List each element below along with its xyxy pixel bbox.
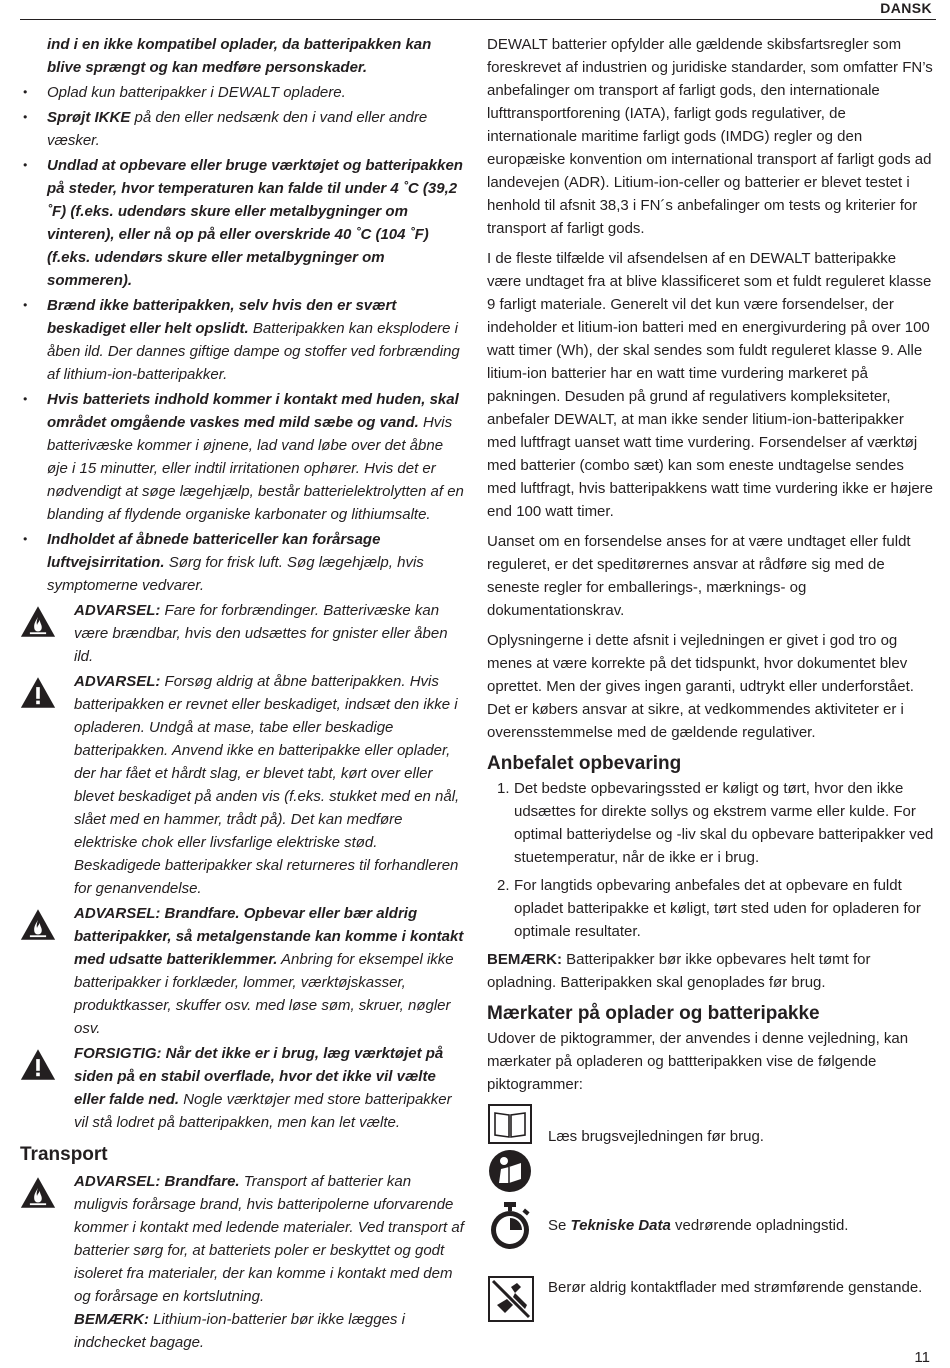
warning-label: FORSIGTIG: Når det ikke er i brug, læg værktøjet på siden på en stabil overflade, hvor det ikke vil vælte eller falde ned. bbox=[74, 1045, 444, 1108]
warning-text: Transport af batterier kan muligvis forårsage brand, hvis batteripolerne uforvarende kommer i kontakt med ledende materialer. Ved transport af batterier sørg for, at batteriets poler er beskyttet og godt isoleret fra materialer, der kan komme i kontakt med dem og forårsage en kortslutning. bbox=[74, 1173, 464, 1305]
bullet-item bbox=[20, 528, 464, 597]
bullet-item bbox=[20, 388, 464, 526]
item-number: 1. bbox=[497, 780, 510, 797]
item-number: 2. bbox=[497, 877, 510, 894]
pictogram-text-post: vedrørende opladningstid. bbox=[670, 1217, 849, 1234]
bullet-dot: • bbox=[23, 532, 28, 546]
pictogram-text: Læs brugsvejledningen før brug. bbox=[548, 1128, 764, 1145]
exclamation-warning-icon bbox=[20, 1048, 56, 1081]
shipping-paragraph: DEWALT batterier opfylder alle gældende skibsfartsregler som foreskrevet af industrien og juridiske standarder, som omfatter FN’s anbefalinger om transport af farligt gods, den internationale lufttransportforening (IATA), farligt gods regulativer, de internationale maritime farligt gods (IMDG) regler og den europæiske konvention om international transport af farligt gods ad landevejen (ADR). Litium-ion-celler og batterier er blevet testet i henhold til afsnit 38,3 i FN´s anbefalinger om tests og kriterier for transport af farligt gods. bbox=[487, 36, 933, 237]
warning-block bbox=[20, 599, 464, 668]
storage-note bbox=[487, 948, 934, 994]
bullet-item bbox=[20, 154, 464, 292]
read-manual-icon bbox=[487, 1103, 533, 1193]
bullet-bold: Indholdet af åbnede battericeller kan forårsage luftvejsirritation. bbox=[47, 531, 381, 571]
bullet-dot: • bbox=[23, 392, 28, 406]
item-text: Det bedste opbevaringssted er køligt og tørt, hvor den ikke udsættes for direkte sollys og ekstrem varme eller kulde. For optimal batteriydelse og -liv skal du opbevare batteripakker ved stuetemperatur, når de ikke er i brug. bbox=[514, 780, 934, 866]
bullet-text: Oplad kun batteripakker i DEWALT opladere. bbox=[47, 84, 346, 101]
warning-block bbox=[20, 670, 464, 900]
bullet-bold: Hvis batteriets indhold kommer i kontakt med huden, skal området omgående vaskes med mild sæbe og vand. bbox=[47, 391, 459, 431]
labels-intro: Udover de piktogrammer, der anvendes i denne vejledning, kan mærkater på opladeren og battteripakken vise de følgende piktogrammer: bbox=[487, 1030, 909, 1093]
storage-item bbox=[487, 777, 934, 869]
note-text: Batteripakker bør ikke opbevares helt tømt for opladning. Batteripakken skal genoplades før brug. bbox=[487, 951, 871, 991]
page-number: 11 bbox=[914, 1349, 930, 1366]
bullet-dot: • bbox=[23, 298, 28, 312]
pictogram-text bbox=[548, 1214, 848, 1237]
fire-warning-icon bbox=[20, 1176, 56, 1209]
exclamation-warning-icon bbox=[20, 676, 56, 709]
shipping-paragraph: Uanset om en forsendelse anses for at være undtaget eller fuldt reguleret, er det speditørernes ansvar at rådføre sig med de seneste regler for emballerings-, mærknings- og dokumentationskrav. bbox=[487, 533, 911, 619]
warning-text: Nogle værktøjer med store batteripakker vil stå lodret på batteripakken, men kan let vælte. bbox=[74, 1091, 452, 1131]
pictogram-row bbox=[487, 1275, 934, 1337]
bullet-dot: • bbox=[23, 85, 28, 99]
bullet-item bbox=[20, 106, 464, 152]
note-text: Lithium-ion-batterier bør ikke lægges i indchecket bagage. bbox=[74, 1311, 405, 1351]
pictogram-text-pre: Se bbox=[548, 1217, 571, 1234]
bullet-item bbox=[20, 81, 464, 104]
warning-block bbox=[20, 1170, 464, 1354]
bullet-text: Sørg for frisk luft. Søg lægehjælp, hvis symptomerne vedvarer. bbox=[47, 554, 424, 594]
storage-item bbox=[487, 874, 934, 943]
warning-text: Forsøg aldrig at åbne batteripakken. Hvis batteripakken er revnet eller beskadiget, indsæt den ikke i opladeren. Undgå at mase, tabe eller beskadige batteripakken. Anvend ikke en batteripakke eller oplader, der har fået et hårdt slag, er blevet tabt, kørt over eller blevet beskadiget på anden vis (f.eks. stukket med en nål, slået med en hammer, trådt på). Det kan medføre elektriske chok eller livsfarlige elektriske stød. Beskadigede batteripakker skal returneres til forhandleren for genanvendelse. bbox=[74, 673, 460, 897]
bullet-bold: Undlad at opbevare eller bruge værktøjet og batteripakken på steder, hvor temperaturen kan falde til under 4 ˚C (39,2 ˚F) (f.eks. udendørs skure eller metalbygninger om vinteren), eller nå op på eller overskride 40 ˚C (104 ˚F) (f.eks. udendørs skure eller metalbygninger om sommeren). bbox=[47, 157, 463, 289]
right-column bbox=[487, 33, 934, 1337]
warning-label: ADVARSEL: bbox=[74, 673, 161, 690]
shipping-paragraph: Oplysningerne i dette afsnit i vejledningen er givet i god tro og menes at være korrekte på det tidspunkt, hvor dokumentet blev oprettet. Men der gives ingen garanti, udtrykt eller underforstået. Det er købers ansvar at sikre, at vedkommendes aktiviteter er i overensstemmelse med de gældende regulativer. bbox=[487, 632, 914, 741]
shipping-paragraph: I de fleste tilfælde vil afsendelsen af en DEWALT batteripakke være undtaget fra at blive klassificeret som et fuldt reguleret klasse 9 farligt materiale. Generelt vil det kun være forsendelser, der indeholder et litium-ion batteri med en energivurdering på over 100 watt timer (Wh), der skal sendes som fuldt reguleret klasse 9. Alle litium-ion batterier har en watt time vurdering markeret på pakningen. Desuden på grund af regulativers kompleksiteter, anbefaler DEWALT, at man ikke sender litium-ion-batteripakker med luftfragt uanset watt time vurdering. Forsendelser af værktøj med batterier (combo sæt) kan som eneste undtagelse sendes med luftfragt, hvis batteripakkens watt time vurdering ikke er højere end 100 watt timer. bbox=[487, 250, 934, 520]
pictogram-row bbox=[487, 1103, 934, 1195]
intro-text: ind i en ikke kompatibel oplader, da batteripakken kan blive sprængt og kan medføre personskader. bbox=[47, 36, 432, 76]
note-label: BEMÆRK: bbox=[487, 951, 562, 968]
bullet-text: Hvis batterivæske kommer i øjnene, lad vand løbe over det åbne øje i 15 minutter, eller indtil irritationen ophører. Hvis det er nødvendigt at søge lægehjælp, består batterielektrolytten af en blanding af flydende organiske karbonater og lithiumsalte. bbox=[47, 414, 464, 523]
bullet-item bbox=[20, 294, 464, 386]
pictogram-text: Berør aldrig kontaktflader med strømførende genstande. bbox=[548, 1279, 923, 1296]
warning-text: Fare for forbrændinger. Batterivæske kan være brændbar, hvis den udsættes for gnister eller åben ild. bbox=[74, 602, 448, 665]
language-label: DANSK bbox=[880, 0, 932, 16]
labels-heading: Mærkater på oplader og batteripakke bbox=[487, 1003, 820, 1024]
fire-warning-icon bbox=[20, 605, 56, 638]
warning-block bbox=[20, 1042, 464, 1134]
warning-text: Anbring for eksempel ikke batteripakker i forklæder, lommer, værktøjskasser, produktkasser, skuffer osv. med løse søm, skruer, nøgler osv. bbox=[74, 951, 454, 1037]
item-text: For langtids opbevaring anbefales det at opbevare en fuldt opladet batteripakke et køligt, tørt sted uden for opladeren for optimale resultater. bbox=[514, 877, 921, 940]
warning-label: ADVARSEL: bbox=[74, 602, 161, 619]
warning-label: ADVARSEL: Brandfare. bbox=[74, 1173, 240, 1190]
bullet-bold: Sprøjt IKKE bbox=[47, 109, 131, 126]
header-rule bbox=[20, 19, 936, 20]
storage-heading: Anbefalet opbevaring bbox=[487, 753, 682, 774]
bullet-dot: • bbox=[23, 110, 28, 124]
bullet-text: på den eller nedsænk den i vand eller andre væsker. bbox=[47, 109, 428, 149]
warning-block bbox=[20, 902, 464, 1040]
warning-label: ADVARSEL: Brandfare. Opbevar eller bær aldrig batteripakker, så metalgenstande kan komme i kontakt med udsatte batteriklemmer. bbox=[74, 905, 464, 968]
note-label: BEMÆRK: bbox=[74, 1311, 149, 1328]
bullet-dot: • bbox=[23, 158, 28, 172]
fire-warning-icon bbox=[20, 908, 56, 941]
transport-note bbox=[74, 1308, 464, 1354]
no-metal-contact-icon bbox=[487, 1275, 535, 1323]
pictogram-row bbox=[487, 1201, 934, 1269]
stopwatch-icon bbox=[487, 1201, 533, 1251]
bullet-bold: Brænd ikke batteripakken, selv hvis den er svært beskadiget eller helt opslidt. bbox=[47, 297, 397, 337]
pictogram-text-bold: Tekniske Data bbox=[570, 1217, 671, 1234]
left-column bbox=[20, 33, 464, 1354]
transport-heading: Transport bbox=[20, 1144, 108, 1165]
bullet-text: Batteripakken kan eksplodere i åben ild. Der dannes giftige dampe og stoffer ved forbrænding af lithium-ion-batteripakker. bbox=[47, 320, 460, 383]
